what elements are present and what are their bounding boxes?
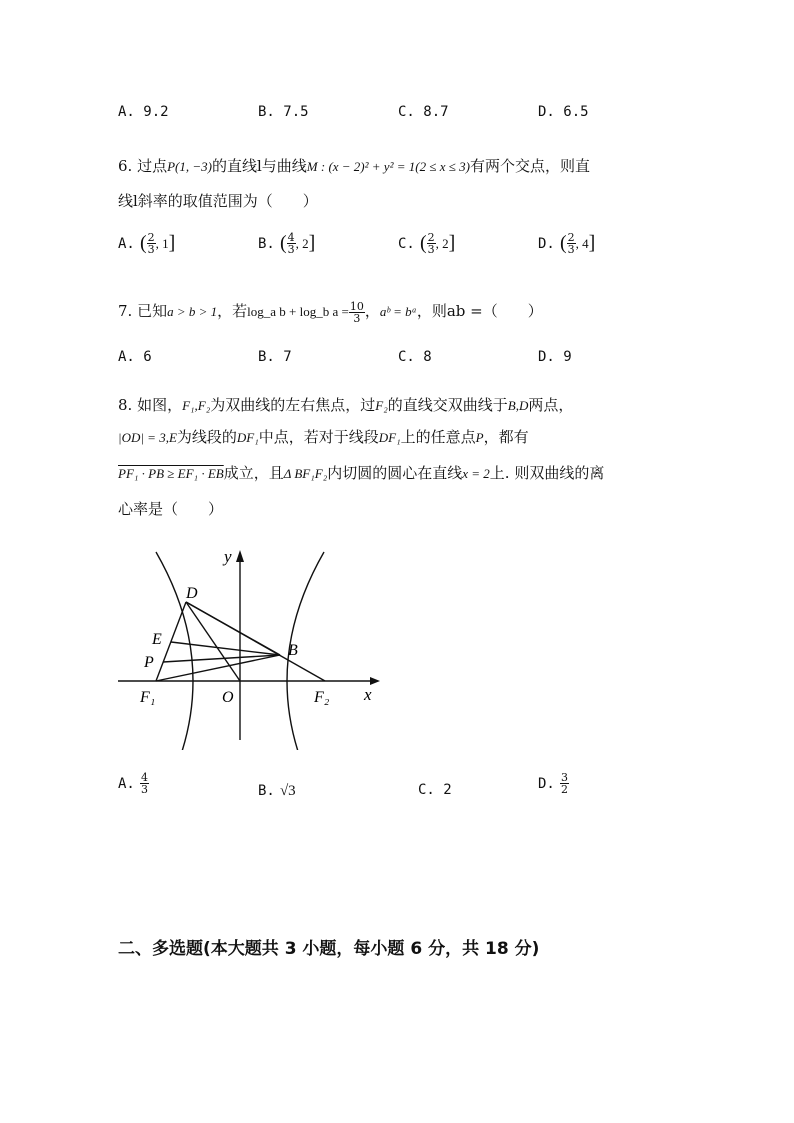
- q6-option-b-end: , 2: [295, 236, 309, 251]
- q8-option-d-num: 3: [560, 771, 568, 784]
- q6-option-b-label: B.: [258, 236, 275, 252]
- q6-option-a-lbracket: (: [139, 232, 147, 254]
- q8-option-d-frac: [560, 772, 569, 795]
- segment-e-b: [171, 642, 280, 655]
- q8-stem-line4: 心率是（ ）: [118, 500, 224, 518]
- q8-stem-line3: [118, 462, 604, 483]
- q8-option-a-label: A.: [118, 776, 135, 792]
- q8-l1b: F₁,F₂: [182, 398, 211, 413]
- label-f1: F₁: [140, 689, 156, 706]
- q8-stem-line1: [118, 394, 573, 415]
- hyperbola-figure: [118, 540, 388, 750]
- label-f2: F₂: [314, 689, 330, 706]
- q6-option-a-frac: [147, 232, 156, 255]
- q7-prefix: 7. 已知: [118, 302, 168, 320]
- label-x: x: [364, 685, 372, 704]
- left-branch: [156, 552, 193, 750]
- segment-d-b: [186, 602, 280, 655]
- q6-stem-line2: 线l斜率的取值范围为（ ）: [118, 192, 318, 210]
- q6-option-b-den: 3: [287, 243, 295, 256]
- q8-option-a-frac: [140, 772, 149, 795]
- q8-option-d-den: 2: [560, 783, 568, 796]
- q6-option-d-num: 2: [567, 231, 575, 244]
- q6-option-b-frac: [287, 232, 296, 255]
- q8-option-b-value: √3: [279, 783, 296, 799]
- q5-option-a: A. 9.2: [118, 104, 169, 120]
- q6-option-d: [538, 232, 595, 255]
- q5-option-c: C. 8.7: [398, 104, 449, 120]
- q8-l3b: 成立，且: [223, 464, 284, 482]
- q8-l2c: DF₁: [236, 430, 259, 445]
- q8-option-a-den: 3: [140, 783, 148, 796]
- q6-option-c-den: 3: [427, 243, 435, 256]
- q8-l2h: ，都有: [483, 428, 529, 446]
- q6-point: P(1, −3): [167, 159, 212, 174]
- q6-option-d-frac: [567, 232, 576, 255]
- q7-log-expr: log_a b + log_b a =: [247, 304, 349, 319]
- q7-option-c: C. 8: [398, 349, 432, 365]
- q8-l3e: x = 2: [462, 466, 490, 481]
- q8-l1a: 8. 如图，: [118, 396, 183, 414]
- q8-option-b: [258, 780, 296, 800]
- q6-option-a-num: 2: [147, 231, 155, 244]
- q6-option-d-lbracket: (: [559, 232, 567, 254]
- q8-option-c: C. 2: [418, 782, 452, 798]
- q6-option-d-end: , 4: [575, 236, 589, 251]
- q6-option-a-rbracket: ]: [168, 232, 176, 254]
- label-d: D: [186, 585, 198, 602]
- x-axis-arrow: [370, 677, 380, 685]
- q7-option-b: B. 7: [258, 349, 292, 365]
- q8-l3d: 内切圆的圆心在直线: [327, 464, 463, 482]
- q6-option-a-label: A.: [118, 236, 135, 252]
- q6-option-b-rbracket: ]: [308, 232, 316, 254]
- q8-option-d-label: D.: [538, 776, 555, 792]
- label-p: P: [144, 654, 154, 671]
- q8-l1g: 两点，: [528, 396, 574, 414]
- label-b: B: [288, 642, 298, 659]
- q8-l2d: 中点，若对于线段: [258, 428, 379, 446]
- q6-option-a-den: 3: [147, 243, 155, 256]
- q6-option-c-rbracket: ]: [448, 232, 456, 254]
- q6-option-c: [398, 232, 455, 255]
- q8-stem-line2: [118, 426, 529, 447]
- q8-l1e: 的直线交双曲线于: [387, 396, 508, 414]
- q6-option-d-label: D.: [538, 236, 555, 252]
- q6-option-c-end: , 2: [435, 236, 449, 251]
- label-y: y: [224, 547, 232, 566]
- q6-option-a: [118, 232, 175, 255]
- q6-option-a-end: , 1: [155, 236, 169, 251]
- q6-option-d-den: 3: [567, 243, 575, 256]
- q7-mid1: ，若: [217, 302, 248, 320]
- label-o: O: [222, 689, 234, 706]
- q5-option-b: B. 7.5: [258, 104, 309, 120]
- q7-option-a: A. 6: [118, 349, 152, 365]
- q8-l2f: 上的任意点: [400, 428, 476, 446]
- q6-option-b: [258, 232, 315, 255]
- q8-l1c: 为双曲线的左右焦点，过: [210, 396, 376, 414]
- q7-mid2: ，: [364, 302, 380, 320]
- q8-l3a: PF₁ · PB ≥ EF₁ · EB: [118, 466, 224, 481]
- q8-option-a: [118, 772, 149, 795]
- q6-option-c-lbracket: (: [419, 232, 427, 254]
- q7-option-d: D. 9: [538, 349, 572, 365]
- q8-option-b-label: B.: [258, 783, 275, 799]
- q6-option-c-num: 2: [427, 231, 435, 244]
- y-axis-arrow: [236, 550, 244, 562]
- q8-l1f: B,D: [507, 398, 529, 413]
- q6-curve: M : (x − 2)² + y² = 1(2 ≤ x ≤ 3): [306, 159, 470, 174]
- q8-l2b: 为线段的: [176, 428, 237, 446]
- q8-l1d: F₂: [375, 398, 388, 413]
- q7-frac-num: 10: [349, 299, 364, 313]
- q7-power-eq: aᵇ = bᵃ: [379, 304, 417, 319]
- q6-option-b-lbracket: (: [279, 232, 287, 254]
- q8-l2e: DF₁: [378, 430, 401, 445]
- q7-frac: [349, 301, 365, 324]
- q6-mid: 的直线l与曲线: [211, 157, 307, 175]
- q6-stem-line1: [118, 155, 590, 176]
- q6-option-b-num: 4: [287, 231, 295, 244]
- q7-condition: a > b > 1: [167, 304, 218, 319]
- label-e: E: [152, 631, 162, 648]
- q8-l3c: Δ BF₁F₂: [283, 466, 328, 481]
- q7-stem: [118, 300, 543, 324]
- q6-option-c-label: C.: [398, 236, 415, 252]
- section-2-heading: 二、多选题(本大题共 3 小题，每小题 6 分，共 18 分): [118, 939, 540, 959]
- q8-l2a: |OD| = 3,E: [118, 430, 177, 445]
- q8-option-d: [538, 772, 569, 795]
- q8-option-a-num: 4: [140, 771, 148, 784]
- q6-suffix: 有两个交点，则直: [469, 157, 590, 175]
- q6-prefix: 6. 过点: [118, 157, 168, 175]
- q5-option-d: D. 6.5: [538, 104, 589, 120]
- q8-l2g: P: [475, 430, 484, 445]
- q6-option-d-rbracket: ]: [588, 232, 596, 254]
- q7-suffix: ，则ab =（ ）: [416, 302, 543, 320]
- q6-option-c-frac: [427, 232, 436, 255]
- q7-frac-den: 3: [353, 311, 361, 325]
- q8-l3f: 上. 则双曲线的离: [489, 464, 605, 482]
